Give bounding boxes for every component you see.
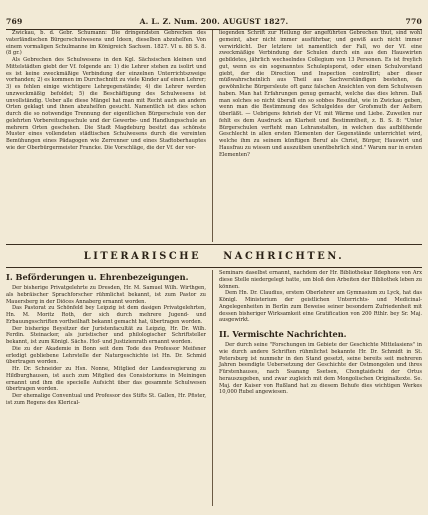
section-banner <box>6 246 422 266</box>
news-item: Der bisherige Beysitzer der Juristenfacultät zu Leipzig, Hr. Dr. Wilh. Ferdin. Steinacker, als juristischer und philologischer Schriftsteller bekannt, ist zum Königl. Sächs. Hof- und Justizienrath ernannt worden. <box>6 325 206 345</box>
review-citation: Zwickau, b. d. Gebr. Schumann: Die dringendsten Gebrechen des vaterländischen Bürgerschulwesens und Ideen, dieselben abzuhelfen. Von einem vormaligen Schulmanne im Königreich Sachsen. 1827. VI u. 88 S. 8. (8 gr.) <box>6 30 206 57</box>
section-title-miscellaneous: II. Vermischte Nachrichten. <box>219 329 347 339</box>
review-column-right <box>219 30 422 158</box>
news-column-right <box>219 270 422 396</box>
review-column-left <box>6 30 206 152</box>
banner-rule-top <box>6 244 422 245</box>
news-item: Hr. Dr. Schneider zu Hsn. Nonne, Mitglied der Landesregierung zu Hildburghausen, ist auch zum Mitglied des Consistoriums in Meiningen ernannt und ihm die specielle Aufsicht über das gesammte Schulwesen übertragen worden. <box>6 366 206 393</box>
news-item-continued: Seminars daselbst ernannt, nachdem der Hr. Bibliothekar Ildephons von Arx diese Stelle niedergelegt hatte, um bloß den Arbeiten der Bibliothek leben zu können. <box>219 270 422 290</box>
news-item: Das Pastorat zu Schönfeld bey Leipzig ist dem dasigen Privatgelehrten, Hn. M. Moritz Roth, der sich durch mehrere Jugend- und Erbauungsschriften vortheilhaft bekannt gemacht hat, übertragen worden. <box>6 305 206 325</box>
column-divider-top <box>212 30 213 242</box>
page-number-right: 770 <box>405 16 422 26</box>
banner-right: NACHRICHTEN. <box>223 250 345 262</box>
page-header <box>6 14 422 28</box>
banner-rule-bottom <box>6 267 422 268</box>
column-divider-bottom <box>212 270 213 506</box>
section-title-promotions: I. Beförderungen u. Ehrenbezeigungen. <box>6 272 189 282</box>
news-item: Dem Hn. Dr. Claudius, erstem Oberlehrer am Gymnasium zu Lyck, hat das Königl. Ministerium der geistlichen Unterrichts- und Medicinal-Angelegenheiten in Berlin zum Beweise seiner besondern Zufriedenheit mit dessen bisheriger Wirksamkeit eine Gratification von 200 Rthlr. bey Sr. Maj. ausgewirkt. <box>219 290 422 324</box>
journal-header: A. L. Z. Num. 200. AUGUST 1827. <box>139 16 289 26</box>
page-number-left: 769 <box>6 16 23 26</box>
news-item: Der ehemalige Conventual und Professor des Stifts St. Gallen, Hr. Pfister, ist zum Regens des Klerical- <box>6 393 206 406</box>
banner-left: LITERARISCHE <box>83 250 202 262</box>
news-item: Der bisherige Privatgelehrte zu Dresden, Hr. M. Samuel Wilh. Wirthgen, als hebräischer Sprachforscher rühmlichst bekannt, ist zum Pastor zu Mauersberg in der Diöces Annaberg ernannt worden. <box>6 285 206 305</box>
news-item: Der durch seine "Forschungen im Gebiete der Geschichte Mittelasiens" in wie durch andere Schriften rühmlichst bekannte Hr. Dr. Schmidt in St. Petersburg ist nunmehr in den Stand gesetzt, seine bereits seit mehreren Jahren beendigte Uebersetzung der Geschichte der Ostmongolen und ihres Fürstenhauses, nach Ssanang Ssetsen, Chongtaidschi der Ortus herauszugeben, und zwar zugleich mit dem Mongolischen Originaltexte. Se. Maj. der Kaiser von Rußland hat zu diesem Behufe dies wichtigen Werkes 10,000 Rubel angewiesen. <box>219 342 422 396</box>
newspaper-page <box>6 6 422 509</box>
news-column-left <box>6 270 206 407</box>
review-body-left: Als Gebrechen des Schulwesens in den Kgl. Sächsischen kleinen und Mittelstädten giebt der Vf. folgende an: 1) die Lehrer stehen zu isolirt und es ist keine zweckmäßige Verbindung der einzelnen Unterrichtszweige vorhanden; 2) es kommen im Durchschnitt zu viele Kinder auf einen Lehrer; 3) es fehlen einige wichtigere Lehrgegenstände; 4) die Lehrer werden unzweckmäßig befoldet; 5) die Beschäftigung des Schulwesens ist unvollständig. Ueber alle diese Mängel hat man mit Recht auch an andern Orten geklagt und ihnen abzuhelfen gesucht. Namentlich ist dies schon durch die so notwendige Trennung der eigentlichen Bürgerschule von der gelehrten Vorbereitungsschule und der Gewerbe- und Handlungsschule an mehrern Orten geschehen. Die Stadt Magdeburg besitzt das schönste Muster eines vollendeten städtischen Schulwesens durch die vereinten Bemühungen eines Pädagogen wie Zerrenner und eines Stadtoberhauptes wie der Oberbürgermeister Francke. Die Vorschläge, die der Vf. der vor- <box>6 57 206 151</box>
news-item: Die zu der Akademie in Bonn seit dem Tode des Professor Meifsner erledigt gebliebene Lehrstelle der Naturgeschichte ist Hn. Dr. Schmid übertragen worden. <box>6 345 206 366</box>
review-body-right: liegenden Schrift zur Heilung der angeführten Gebrechen thut, sind wohl gemeint, aber nicht immer ausführbar, und gewiß auch nicht immer verwirklicht. Der letztere ist namentlich der Fall, wo der Vf. eine zweckmäßige Verbindung der Schulen durch ein aus den Hauswirten gebildetes, jährlich wechselndes Collegium von 13 Personen. Es ist freylich gut, wenn es ein sogenanntes Schulepisporat, oder einen Schulvorstand giebt, der die Direction und Inspection controllirt; aber dieser müßwahrscheinlich aus Theil aus Sachverständigen bestehen, da gewöhnliche Bürgersleute oft ganz falschen Ansichten von dem Schulwesen haben. Man hat Erfahrungen genug gemacht, welche das dies lehren. Daß man solches so nicht überall ein so sobbes Resultat, wie in Zwickau geben, wenn man die Bestimmung des Schulgeldes der Grofsmuth der Aeltern überläßt. — Uebrigens fehrieb der Vf. mit Wärme und Liebe. Zuweilen nur fehlt es dem Ausdruck an Klarheit und Bestimmtheit, z. B. S. 8: "Unter Bürgerschulen verfteht man Lehranstalten, in welchen das aufblühende Geschlecht in allen ersten Elementen der Gegenstände unterrichtet wird, welche ihm zu seinem künftigen Beruf als Christ, Bürger, Hauswirt und Hausfrau zu wissen und auszuüben unentbehrlich sind." Warum nur in ersten Elementen? <box>219 30 422 158</box>
